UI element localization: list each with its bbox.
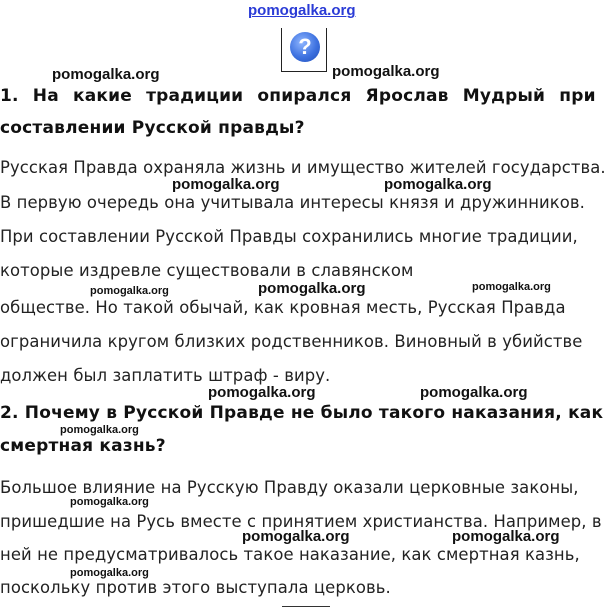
answer-1-line-2: В первую очередь она учитывала интересы князя и дружинников.: [0, 193, 585, 212]
watermark: pomogalka.org: [452, 528, 560, 545]
answer-2-line-3: ней не предусматривалось такое наказание, как смертная казнь,: [0, 545, 580, 564]
answer-1-line-6: ограничила кругом близких родственников. Виновный в убийстве: [0, 332, 583, 351]
watermark: pomogalka.org: [472, 281, 551, 293]
answer-1-line-7: должен был заплатить штраф - виру.: [0, 366, 331, 385]
watermark-top[interactable]: pomogalka.org: [248, 2, 356, 19]
divider: [282, 606, 330, 607]
watermark: pomogalka.org: [52, 66, 160, 83]
answer-2-line-1: Большое влияние на Русскую Правду оказали церковные законы,: [0, 478, 579, 497]
question-1-line-1: 1. На какие традиции опирался Ярослав Мудрый при: [0, 86, 596, 106]
answer-1-line-1: Русская Правда охраняла жизнь и имущество жителей государства.: [0, 158, 606, 177]
watermark: pomogalka.org: [90, 285, 169, 297]
watermark: pomogalka.org: [258, 280, 366, 297]
answer-1-line-4: которые издревле существовали в славянском: [0, 261, 414, 280]
watermark: pomogalka.org: [70, 567, 149, 579]
question-1-line-2: составлении Русской правды?: [0, 118, 305, 138]
watermark: pomogalka.org: [420, 384, 528, 401]
watermark: pomogalka.org: [172, 176, 280, 193]
watermark: pomogalka.org: [242, 528, 350, 545]
question-2-line-2: смертная казнь?: [0, 436, 166, 456]
help-box[interactable]: [281, 28, 327, 72]
question-2-line-1: 2. Почему в Русской Правде не было такого наказания, как: [0, 403, 604, 423]
watermark: pomogalka.org: [208, 384, 316, 401]
watermark: pomogalka.org: [332, 63, 440, 80]
answer-1-line-3: При составлении Русской Правды сохранились многие традиции,: [0, 227, 578, 246]
answer-2-line-4: поскольку против этого выступала церковь.: [0, 578, 391, 597]
watermark: pomogalka.org: [384, 176, 492, 193]
watermark: pomogalka.org: [70, 496, 149, 508]
answer-2-line-2: пришедшие на Русь вместе с принятием христианства. Например, в: [0, 512, 602, 531]
question-mark-icon[interactable]: ?: [290, 32, 320, 62]
watermark: pomogalka.org: [60, 424, 139, 436]
answer-1-line-5: обществе. Но такой обычай, как кровная месть, Русская Правда: [0, 298, 566, 317]
